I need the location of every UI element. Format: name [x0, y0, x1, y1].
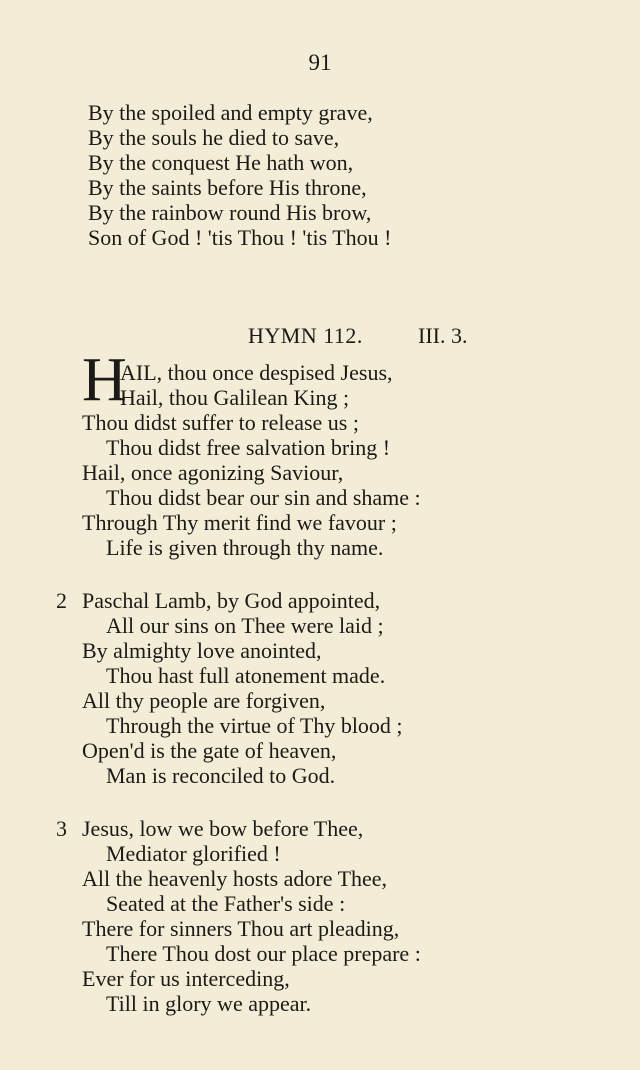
verse-line: Life is given through thy name.: [106, 535, 384, 560]
page-number: 91: [308, 50, 332, 75]
stanza-line: By the rainbow round His brow,: [88, 200, 372, 225]
verse-line: Man is reconciled to God.: [106, 763, 336, 788]
verse-number: 2: [56, 588, 67, 613]
verse-line: There for sinners Thou art pleading,: [82, 916, 400, 941]
verse-line: There Thou dost our place prepare :: [106, 941, 421, 966]
verse-line: AIL, thou once despised Jesus,: [120, 360, 393, 385]
verse-line: Mediator glorified !: [106, 841, 281, 866]
verse-line: Till in glory we appear.: [106, 991, 312, 1016]
verse-line: All the heavenly hosts adore Thee,: [82, 866, 388, 891]
stanza-line: By the souls he died to save,: [88, 125, 340, 150]
verse-line: Thou didst suffer to release us ;: [82, 410, 359, 435]
stanza-line: By the spoiled and empty grave,: [88, 100, 373, 125]
verse-line: By almighty love anointed,: [82, 638, 322, 663]
verse-line: Thou didst bear our sin and shame :: [106, 485, 421, 510]
hymn-meter: III. 3.: [418, 323, 468, 348]
verse-line: Open'd is the gate of heaven,: [82, 738, 337, 763]
hymn-title: HYMN 112.: [248, 323, 363, 348]
verse-line: Ever for us interceding,: [82, 966, 290, 991]
verse-line: Paschal Lamb, by God appointed,: [82, 588, 381, 613]
stanza-line: By the conquest He hath won,: [88, 150, 354, 175]
verse-line: Hail, thou Galilean King ;: [120, 385, 350, 410]
verse-line: Hail, once agonizing Saviour,: [82, 460, 344, 485]
verse-line: All our sins on Thee were laid ;: [106, 613, 384, 638]
drop-cap: H: [82, 346, 127, 414]
verse-number: 3: [56, 816, 67, 841]
verse-line: Thou hast full atonement made.: [106, 663, 386, 688]
verse-line: Through Thy merit find we favour ;: [82, 510, 397, 535]
verse-line: Through the virtue of Thy blood ;: [106, 713, 403, 738]
stanza-line: By the saints before His throne,: [88, 175, 367, 200]
stanza-line: Son of God ! 'tis Thou ! 'tis Thou !: [88, 225, 392, 250]
verse-line: Thou didst free salvation bring !: [106, 435, 391, 460]
verse-line: Seated at the Father's side :: [106, 891, 346, 916]
verse-line: Jesus, low we bow before Thee,: [82, 816, 364, 841]
verse-line: All thy people are forgiven,: [82, 688, 326, 713]
